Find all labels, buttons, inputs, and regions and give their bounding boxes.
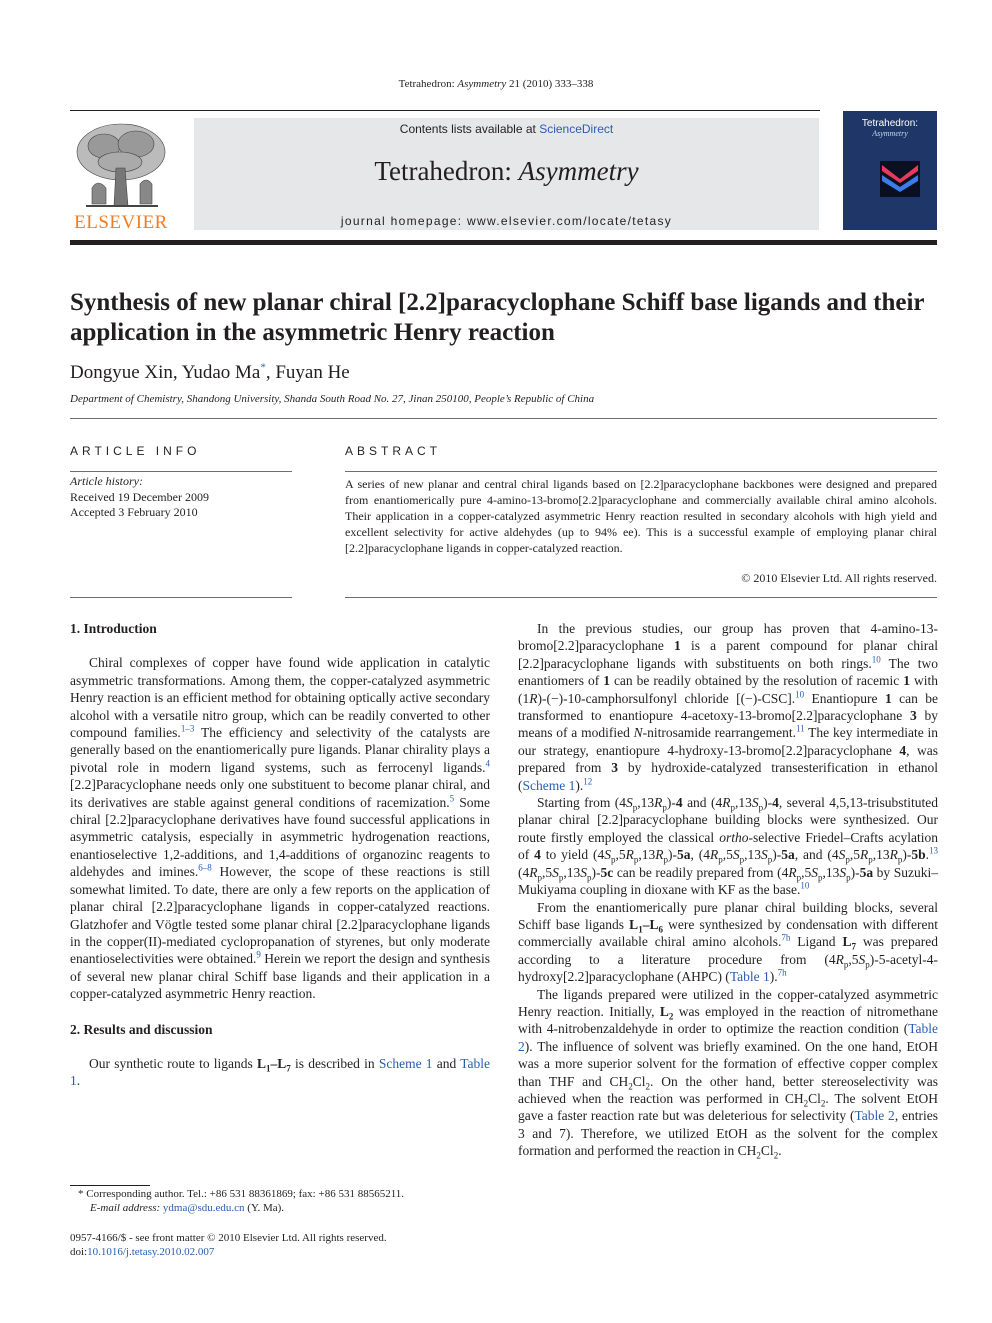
header-rule xyxy=(70,110,820,111)
cover-title: Tetrahedron: xyxy=(861,118,919,129)
divider xyxy=(345,471,937,472)
body-paragraph: Starting from $(4S_p,13R_p)-4$ and $(4R_p,13S_p)-4$, several 4,5,13-trisubstituted planar chiral [2.2]paracyclophane building blocks were synthesized. Our route firstly employed the classical ortho-selective Friedel–Crafts acylation of 4 to yield $(4S_p,5R_p,13R_p)-5a$, $(4R_p,5S_p,13S_p)-5a$, and $(4S_p,5R_p,13R_p)-5b.^{13}$ $(4R_p,5S_p,13S_p)-5c$ can be readily prepared from $(4R_p,5S_p,13S_p)-5a$ by Suzuki–Mukiyama coupling in dioxane with KF as the base.$^{10}$ xyxy=(518,795,938,898)
journal-citation: Tetrahedron: Asymmetry 21 (2010) 333–338 xyxy=(398,78,594,90)
header-thick-rule xyxy=(70,240,937,245)
divider xyxy=(70,597,292,598)
body-paragraph: Our synthetic route to ligands $L_1-L_7$ is described in Scheme 1 and Table 1. xyxy=(70,1055,491,1089)
elsevier-wordmark: ELSEVIER xyxy=(74,212,168,233)
tree-icon xyxy=(70,118,172,214)
sciencedirect-link[interactable]: ScienceDirect xyxy=(539,122,614,136)
body-left-column xyxy=(70,620,490,1090)
affiliation: Department of Chemistry, Shandong University, Shanda South Road No. 27, Jinan 250100, People’s Republic of China xyxy=(70,393,595,405)
issn-doi-block: 0957-4166/$ - see front matter © 2010 Elsevier Ltd. All rights reserved. doi:10.1016/j.tetasy.2010.02.007 xyxy=(70,1232,387,1258)
body-paragraph: In the previous studies, our group has proven that 4-amino-13-bromo[2.2]paracyclophane 1 is a parent compound for planar chiral [2.2]paracyclophane ligands with substituents on both rings.$^{10}$ The two enantiomers of 1 can be readily obtained by the resolution of racemic 1 with (1R)-(−)-10-camphorsulfonyl chloride [(−)-CSC].$^{10}$ Enantiopure 1 can be transformed to enantiopure 4-acetoxy-13-bromo[2.2]paracyclophane 3 by means of a modified N-nitrosamide rearrangement.$^{11}$ The key intermediate in our strategy, enantiopure 4-hydroxy-13-bromo[2.2]paracyclophane 4, was prepared from 3 by hydroxide-catalyzed transesterification in ethanol (Scheme 1).$^{12}$ xyxy=(518,621,939,793)
divider xyxy=(345,597,937,598)
divider xyxy=(70,418,937,419)
body-paragraph: Chiral complexes of copper have found wide application in catalytic asymmetric transformations. Among them, the copper-catalyzed asymmetric Henry reaction is an efficient method for obtaining optically active secondary alcohol with a versatile nitro group, which can be readily converted to other compound families.$^{1-3}$ The efficiency and selectivity of the catalysts are generally based on the enantiomerically pure ligands. Planar chirality plays a pivotal role in modern ligand systems, such as ferrocenyl ligands.$^4$ [2.2]Paracyclophane needs only one substituent to become planar chiral, and its derivatives are stable against general conditions of racemization.$^5$ Some chiral [2.2]paracyclophane derivatives have found successful applications in asymmetric catalysis, especially in asymmetric hydrogenation reactions, enantioselective 1,2-additions, and 1,4-additions of organozinc reagents to aldehydes and imines.$^{6-8}$ However, the scope of these reactions is still somewhat limited. To date, there are only a few reports on the application of planar chiral [2.2]paracyclophane ligands in copper-catalyzed reactions. Glatzhofer and Vögtle tested some planar chiral [2.2]paracyclophane ligands in the copper(II)-mediated cyclopropanation of styrenes, but only moderate enantioselectivities were obtained.$^9$ Herein we report the design and synthesis of several new planar chiral Schiff base ligands and their application in a copper-catalyzed asymmetric Henry reaction. xyxy=(70,655,491,1002)
contents-line: Contents lists available at ScienceDirect xyxy=(399,122,614,136)
elsevier-logo[interactable] xyxy=(70,118,172,234)
article-history: Article history: Received 19 December 2009 Accepted 3 February 2010 xyxy=(70,474,209,519)
author-email-link[interactable]: ydma@sdu.edu.cn xyxy=(162,1202,245,1214)
abstract-heading: ABSTRACT xyxy=(345,444,442,458)
body-paragraph: From the enantiomerically pure planar chiral building blocks, several Schiff base ligands $L_1-L_6$ were synthesized by condensation with different commercially available chiral amino alcohols.$^{7h}$ Ligand $L_7$ was prepared according to a literature procedure from $(4R_p,5S_p)-5-acetyl-4-hydroxy[2.2]paracyclophane$ (AHPC) (Table 1).$^{7h}$ xyxy=(518,899,939,985)
journal-name: Tetrahedron: Asymmetry xyxy=(374,156,639,186)
abstract-text: A series of new planar and central chiral ligands based on [2.2]paracyclophane backbones were designed and prepared from enantiomerically pure 4-amino-13-bromo[2.2]paracyclophane and commercially available chiral amino alcohols. Their application in a copper-catalyzed asymmetric Henry reaction resulted in secondary alcohols with high yield and excellent selectivity for active aldehydes (up to 94% ee). This is a successful example of employing planar chiral [2.2]paracyclophane ligands in copper-catalyzed reaction. xyxy=(345,477,937,555)
received-date: Received 19 December 2009 xyxy=(70,489,209,504)
journal-homepage[interactable]: journal homepage: www.elsevier.com/locate/tetasy xyxy=(340,214,673,228)
section-heading-results: 2. Results and discussion xyxy=(70,1021,213,1037)
article-info-heading: ARTICLE INFO xyxy=(70,444,201,458)
corresponding-author-mark: * xyxy=(260,361,266,374)
article-title: Synthesis of new planar chiral [2.2]paracyclophane Schiff base ligands and their application in the asymmetric Henry reaction xyxy=(70,289,925,346)
footnote: * Corresponding author. Tel.: +86 531 88361869; fax: +86 531 88565211. E-mail address: ydma@sdu.edu.cn (Y. Ma). xyxy=(78,1188,405,1214)
body-right-column xyxy=(518,620,938,1160)
cover-art xyxy=(880,161,920,197)
doi-link[interactable]: 10.1016/j.tetasy.2010.02.007 xyxy=(87,1246,215,1258)
journal-cover-thumbnail[interactable] xyxy=(843,111,937,230)
footnote-rule xyxy=(70,1185,150,1186)
abstract-copyright: © 2010 Elsevier Ltd. All rights reserved. xyxy=(741,571,937,585)
divider xyxy=(70,471,292,472)
section-heading-introduction: 1. Introduction xyxy=(70,621,157,636)
cover-subtitle: Asymmetry xyxy=(872,129,908,138)
author-list: Dongyue Xin, Yudao Ma*, Fuyan He xyxy=(70,361,350,383)
accepted-date: Accepted 3 February 2010 xyxy=(70,505,198,519)
body-paragraph: The ligands prepared were utilized in the copper-catalyzed asymmetric Henry reaction. Initially, $L_2$ was employed in the reaction of nitromethane with 4-nitrobenzaldehyde in order to optimize the reaction condition (Table 2). The influence of solvent was briefly examined. On the one hand, EtOH was a more superior solvent for the formation of effective copper complex than THF and $CH_2Cl_2$. On the other hand, better stereoselectivity was achieved when the reaction was performed in $CH_2Cl_2$. The solvent EtOH gave a faster reaction rate but was deleterious for selectivity (Table 2, entries 3 and 7). Therefore, we utilized EtOH as the solvent for the complex formation and performed the reaction in $CH_2Cl_2$. xyxy=(518,986,938,1161)
journal-banner xyxy=(194,118,819,230)
